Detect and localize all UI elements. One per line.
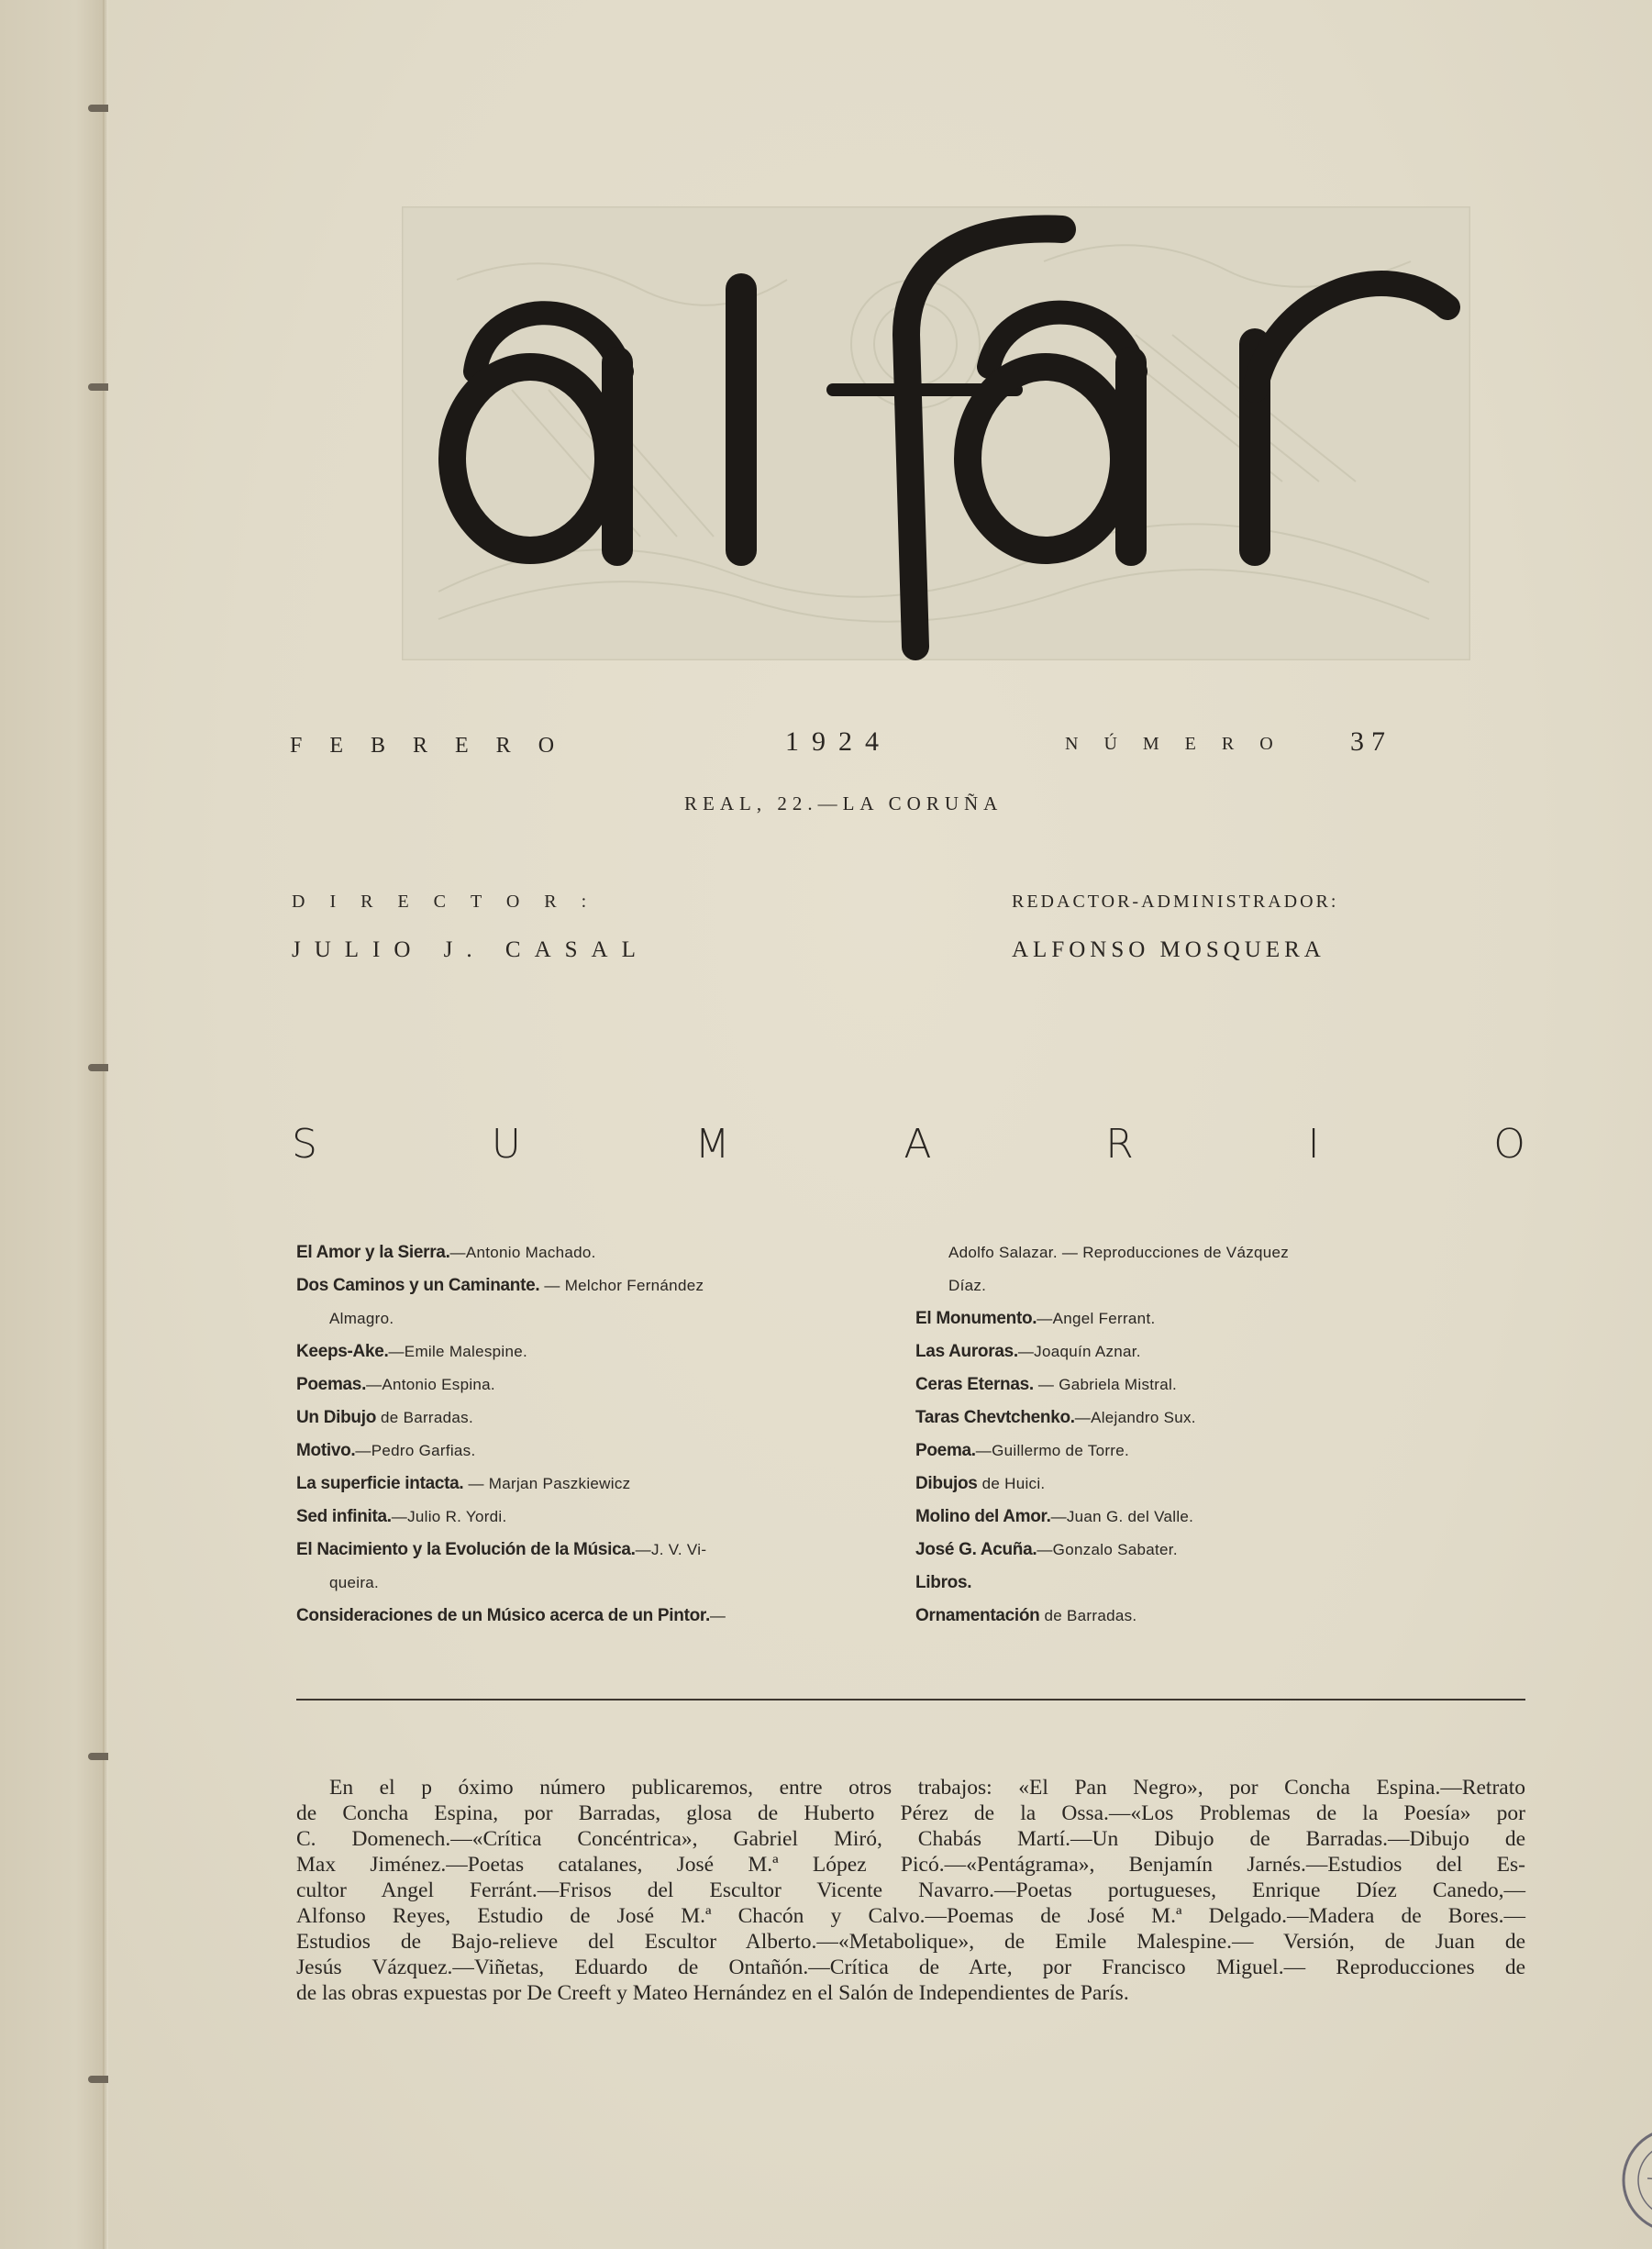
contents-entry [296, 1236, 847, 1269]
contents-entry [915, 1401, 1502, 1435]
entry-title: Poema. [915, 1441, 976, 1460]
sumario-letter: O [1493, 1121, 1525, 1168]
contents-entry [915, 1269, 1502, 1302]
entry-author: Díaz. [948, 1277, 987, 1294]
alfar-logo [429, 197, 1475, 692]
contents-entry [915, 1468, 1502, 1501]
contents-entry [296, 1302, 847, 1335]
director-name: JULIO J. CASAL [292, 937, 649, 962]
contents-right-column [915, 1236, 1502, 1633]
entry-author: —Joaquín Aznar. [1017, 1343, 1141, 1360]
real-academia-galega-stamp [1620, 2125, 1652, 2235]
contents-entry [296, 1401, 847, 1435]
director-label: DIRECTOR: [292, 892, 612, 912]
sumario-letter: A [904, 1121, 932, 1168]
next-issue-announcement [296, 1775, 1525, 2006]
announcement-line: C. Domenech.—«Crítica Concéntrica», Gabriel Miró, Chabás Martí.—Un Dibujo de Barradas.—Dibujo de [296, 1827, 1525, 1851]
editor-name: ALFONSO MOSQUERA [1012, 937, 1325, 962]
contents-entry [296, 1269, 847, 1302]
entry-author: — Melchor Fernández [539, 1277, 704, 1294]
issue-month: FEBRERO [290, 734, 582, 758]
entry-author: de Huici. [977, 1475, 1046, 1492]
contents-entry [296, 1567, 847, 1600]
contents-entry [915, 1534, 1502, 1567]
announcement-line: Jesús Vázquez.—Viñetas, Eduardo de Ontañón.—Crítica de Arte, por Francisco Miguel.— Reproducciones de [296, 1955, 1525, 1979]
announcement-line: Estudios de Bajo-relieve del Escultor Alberto.—«Metabolique», de Emile Malespine.— Versión, de Juan de [296, 1930, 1525, 1954]
entry-author: — Gabriela Mistral. [1033, 1376, 1178, 1393]
entry-author: —Pedro Garfias. [355, 1442, 476, 1459]
entry-title: Dibujos [915, 1474, 978, 1493]
entry-title: Motivo. [296, 1441, 356, 1460]
entry-author: —Antonio Machado. [449, 1244, 596, 1261]
contents-entry [296, 1368, 847, 1401]
entry-title: Taras Chevtchenko. [915, 1408, 1075, 1427]
editor-label: REDACTOR-ADMINISTRADOR: [1012, 892, 1339, 912]
contents-entry [296, 1600, 847, 1633]
contents-entry [296, 1534, 847, 1567]
contents-entry [915, 1236, 1502, 1269]
entry-author: —Julio R. Yordi. [391, 1508, 507, 1525]
announcement-line: En el p óximo número publicaremos, entre otros trabajos: «El Pan Negro», por Concha Espina.—Retrato [329, 1776, 1525, 1800]
sumario-letter: S [292, 1121, 317, 1168]
entry-title: José G. Acuña. [915, 1540, 1037, 1559]
entry-author: —Gonzalo Sabater. [1037, 1541, 1178, 1558]
magazine-page [108, 0, 1652, 2249]
entry-author: —Guillermo de Torre. [975, 1442, 1130, 1459]
entry-title: Consideraciones de un Músico acerca de un Pintor. [296, 1606, 710, 1625]
sumario-heading [292, 1121, 1525, 1168]
contents-entry [296, 1435, 847, 1468]
entry-title: El Amor y la Sierra. [296, 1243, 450, 1262]
announcement-line: de las obras expuestas por De Creeft y Mateo Hernández en el Salón de Independientes de París. [296, 1981, 1129, 2005]
entry-author: — Marjan Paszkiewicz [463, 1475, 631, 1492]
contents-entry [915, 1600, 1502, 1633]
contents-entry [915, 1501, 1502, 1534]
contents-entry [915, 1435, 1502, 1468]
entry-author: —Angel Ferrant. [1037, 1310, 1156, 1327]
contents-entry [915, 1335, 1502, 1368]
entry-author: Adolfo Salazar. — Reproducciones de Vázquez [948, 1244, 1290, 1261]
issue-number: 37 [1350, 726, 1392, 757]
sumario-letter: I [1307, 1121, 1320, 1168]
contents-entry [296, 1501, 847, 1534]
entry-title: Sed infinita. [296, 1507, 392, 1526]
sumario-letter: U [491, 1121, 521, 1168]
entry-author: —Antonio Espina. [366, 1376, 495, 1393]
sumario-letter: M [694, 1121, 730, 1168]
entry-author: Almagro. [329, 1310, 394, 1327]
entry-author: —Juan G. del Valle. [1050, 1508, 1194, 1525]
entry-title: Ceras Eternas. [915, 1375, 1034, 1394]
entry-title: Las Auroras. [915, 1342, 1018, 1361]
entry-author: —Alejandro Sux. [1074, 1409, 1196, 1426]
entry-title: El Monumento. [915, 1309, 1037, 1328]
entry-title: Dos Caminos y un Caminante. [296, 1276, 540, 1295]
address: REAL, 22.—LA CORUÑA [684, 792, 1003, 814]
announcement-line: Alfonso Reyes, Estudio de José M.ª Chacón y Calvo.—Poemas de José M.ª Delgado.—Madera de Bores.— [296, 1904, 1525, 1928]
entry-author: —J. V. Vi- [635, 1541, 707, 1558]
entry-title: Molino del Amor. [915, 1507, 1051, 1526]
facing-page-edge [0, 0, 108, 2249]
issue-number-label: NÚMERO [1065, 734, 1299, 754]
entry-title: Poemas. [296, 1375, 367, 1394]
contents-entry [296, 1335, 847, 1368]
entry-title: Keeps-Ake. [296, 1342, 389, 1361]
entry-title: Un Dibujo [296, 1408, 377, 1427]
contents-entry [296, 1468, 847, 1501]
entry-author: de Barradas. [1039, 1607, 1137, 1624]
entry-author: —Emile Malespine. [388, 1343, 528, 1360]
contents-entry [915, 1302, 1502, 1335]
entry-title: Libros. [915, 1573, 972, 1592]
sumario-letter: R [1105, 1121, 1134, 1168]
contents-entry [915, 1567, 1502, 1600]
issue-year: 1924 [785, 726, 892, 757]
announcement-line: cultor Angel Ferránt.—Frisos del Escultor Vicente Navarro.—Poetas portugueses, Enrique Díez Canedo,— [296, 1878, 1525, 1902]
section-divider [296, 1699, 1525, 1701]
entry-title: La superficie intacta. [296, 1474, 464, 1493]
entry-title: El Nacimiento y la Evolución de la Música. [296, 1540, 636, 1559]
contents-entry [915, 1368, 1502, 1401]
entry-title: Ornamentación [915, 1606, 1040, 1625]
contents-left-column [296, 1236, 847, 1633]
entry-author: — [709, 1607, 726, 1624]
announcement-line: Max Jiménez.—Poetas catalanes, José M.ª López Picó.—«Pentágrama», Benjamín Jarnés.—Estudios del Es- [296, 1853, 1525, 1877]
entry-author: de Barradas. [376, 1409, 473, 1426]
entry-author: queira. [329, 1574, 380, 1591]
announcement-line: de Concha Espina, por Barradas, glosa de Huberto Pérez de la Ossa.—«Los Problemas de la Poesía» por [296, 1801, 1525, 1825]
